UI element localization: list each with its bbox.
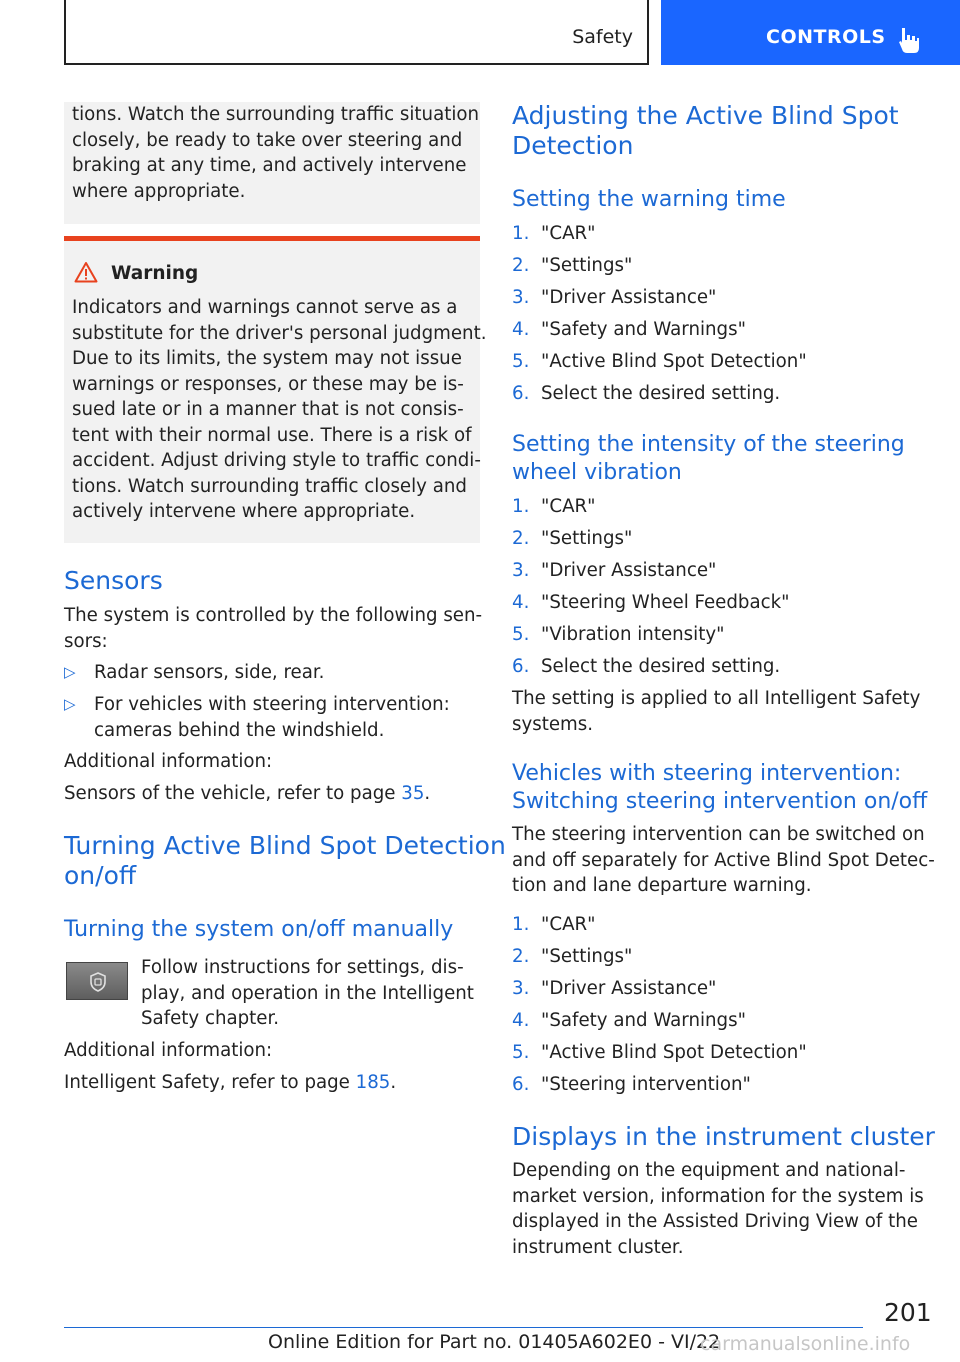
intensity-heading-line: wheel vibration <box>512 460 682 485</box>
bullet-text: cameras behind the windshield. <box>94 719 385 741</box>
list-item <box>512 944 932 976</box>
warning-line: Due to its limits, the system may not issue <box>72 348 462 369</box>
list-item <box>512 317 932 349</box>
step-text: Select the desired setting. <box>541 383 781 404</box>
bullet-text: Radar sensors, side, rear. <box>94 662 325 683</box>
step-text: "CAR" <box>541 496 596 517</box>
step-number: 6. <box>512 1074 530 1095</box>
list-item <box>512 221 932 253</box>
list-item <box>512 558 932 590</box>
step-number: 1. <box>512 496 530 517</box>
turning-heading <box>64 831 506 891</box>
warning-line: Indicators and warnings cannot serve as a <box>72 297 458 318</box>
warning-time-steps <box>512 221 932 413</box>
displays-line: market version, information for the system is <box>512 1185 924 1207</box>
list-item <box>512 381 932 413</box>
warning-title: Warning <box>111 263 199 284</box>
warning-line: warnings or responses, or these may be is- <box>72 373 464 395</box>
header-chapter-title: CONTROLS <box>766 26 886 48</box>
step-number: 2. <box>512 255 530 276</box>
sensors-intro: The system is controlled by the following sen- <box>64 605 483 626</box>
list-item <box>512 590 932 622</box>
cont-line: where appropriate. <box>72 180 246 202</box>
header-section-box <box>64 0 649 65</box>
displays-line: displayed in the Assisted Driving View of the <box>512 1211 918 1232</box>
intensity-note: systems. <box>512 713 594 735</box>
reference-end: . <box>390 1072 397 1093</box>
warning-line: substitute for the driver's personal judgment. <box>72 322 487 344</box>
step-text: "Steering Wheel Feedback" <box>541 592 790 613</box>
step-number: 3. <box>512 978 530 999</box>
displays-heading: Displays in the instrument cluster <box>512 1122 935 1151</box>
bullet-text-block <box>94 692 450 743</box>
turning-heading-line: Turning Active Blind Spot Detection <box>64 831 506 860</box>
header-section-title: Safety <box>572 26 633 48</box>
step-number: 4. <box>512 319 530 340</box>
triangle-bullet-icon: ▷ <box>64 663 76 681</box>
steering-intro: tion and lane departure warning. <box>512 875 812 896</box>
step-text: "Driver Assistance" <box>541 560 717 581</box>
step-number: 6. <box>512 383 530 404</box>
cont-line: closely, be ready to take over steering and <box>72 129 463 151</box>
step-number: 5. <box>512 1042 530 1063</box>
intensity-heading-line: Setting the intensity of the steering <box>512 432 905 457</box>
intelligent-safety-button-image <box>66 962 128 1000</box>
step-text: Select the desired setting. <box>541 656 781 677</box>
reference-end: . <box>424 783 431 804</box>
list-item <box>512 526 932 558</box>
list-item <box>64 660 480 692</box>
step-text: "CAR" <box>541 914 596 935</box>
list-item <box>512 349 932 381</box>
step-number: 4. <box>512 1010 530 1031</box>
button-instruction: play, and operation in the Intelligent <box>141 982 474 1004</box>
turning-reference <box>64 1070 396 1096</box>
page-link-35[interactable]: 35 <box>401 783 425 804</box>
list-item <box>64 692 480 750</box>
intensity-steps <box>512 494 932 686</box>
intensity-note: The setting is applied to all Intelligent Safety <box>512 688 921 709</box>
step-text: "Safety and Warnings" <box>541 319 746 340</box>
step-text: "Settings" <box>541 946 633 967</box>
step-number: 6. <box>512 656 530 677</box>
step-text: "Safety and Warnings" <box>541 1010 746 1031</box>
turning-additional: Additional information: <box>64 1040 273 1061</box>
triangle-bullet-icon: ▷ <box>64 695 76 713</box>
list-item <box>512 253 932 285</box>
page-number: 201 <box>884 1298 932 1327</box>
button-instruction: Follow instructions for settings, dis- <box>141 957 464 978</box>
warning-triangle-icon <box>74 261 98 283</box>
list-item <box>512 976 932 1008</box>
continued-warning-box <box>64 102 480 224</box>
step-text: "Driver Assistance" <box>541 978 717 999</box>
adjusting-heading <box>512 101 899 161</box>
warning-time-heading: Setting the warning time <box>512 187 786 212</box>
list-item <box>512 912 932 944</box>
step-text: "Settings" <box>541 528 633 549</box>
footer-rule <box>64 1327 863 1328</box>
intensity-heading <box>512 431 905 487</box>
adjusting-heading-line: Adjusting the Active Blind Spot <box>512 101 899 130</box>
cont-line: tions. Watch the surrounding traffic situation <box>72 104 480 125</box>
step-text: "Settings" <box>541 255 633 276</box>
watermark: carmanualsonline.info <box>700 1333 911 1355</box>
step-number: 1. <box>512 914 530 935</box>
list-item <box>512 285 932 317</box>
step-number: 5. <box>512 351 530 372</box>
step-number: 3. <box>512 287 530 308</box>
sensors-intro: sors: <box>64 630 108 652</box>
list-item <box>512 1040 932 1072</box>
pointing-hand-icon <box>897 26 921 54</box>
steering-steps <box>512 912 932 1104</box>
step-text: "Vibration intensity" <box>541 624 725 645</box>
steering-heading-line: Vehicles with steering intervention: <box>512 761 902 786</box>
step-text: "Driver Assistance" <box>541 287 717 308</box>
steering-intro: and off separately for Active Blind Spot Detec- <box>512 849 935 871</box>
list-item <box>512 1008 932 1040</box>
steering-heading <box>512 760 927 816</box>
header-chapter-tab[interactable] <box>661 0 960 65</box>
list-item <box>512 1072 932 1104</box>
step-text: "Steering intervention" <box>541 1074 751 1095</box>
displays-line: Depending on the equipment and national- <box>512 1160 906 1181</box>
warning-line: tent with their normal use. There is a risk of <box>72 424 472 446</box>
displays-line: instrument cluster. <box>512 1236 684 1258</box>
shield-car-icon <box>90 972 106 992</box>
cont-line: braking at any time, and actively intervene <box>72 155 467 176</box>
button-instruction: Safety chapter. <box>141 1008 280 1029</box>
sensors-heading: Sensors <box>64 566 163 595</box>
step-text: "Active Blind Spot Detection" <box>541 351 807 372</box>
reference-text: Intelligent Safety, refer to page <box>64 1072 356 1093</box>
warning-line: sued late or in a manner that is not consis- <box>72 399 464 420</box>
sensors-list <box>64 660 480 750</box>
footer-edition: Online Edition for Part no. 01405A602E0 - VI/22 <box>268 1331 721 1353</box>
step-number: 1. <box>512 223 530 244</box>
warning-line: tions. Watch surrounding traffic closely and <box>72 475 467 497</box>
sensors-additional: Additional information: <box>64 751 273 772</box>
steering-heading-line: Switching steering intervention on/off <box>512 789 928 814</box>
adjusting-heading-line: Detection <box>512 131 634 160</box>
list-item <box>512 622 932 654</box>
step-number: 4. <box>512 592 530 613</box>
warning-box <box>64 241 487 543</box>
sensors-reference <box>64 781 430 807</box>
warning-line: accident. Adjust driving style to traffic condi- <box>72 450 481 471</box>
manual-subheading: Turning the system on/off manually <box>64 917 454 942</box>
step-number: 5. <box>512 624 530 645</box>
page-link-185[interactable]: 185 <box>355 1072 391 1093</box>
step-number: 2. <box>512 528 530 549</box>
steering-intro: The steering intervention can be switched on <box>512 824 925 845</box>
list-item <box>512 494 932 526</box>
turning-heading-line: on/off <box>64 861 137 890</box>
bullet-text: For vehicles with steering intervention: <box>94 694 450 715</box>
reference-text: Sensors of the vehicle, refer to page <box>64 783 402 804</box>
step-text: "CAR" <box>541 223 596 244</box>
warning-line: actively intervene where appropriate. <box>72 501 416 522</box>
step-number: 3. <box>512 560 530 581</box>
list-item <box>512 654 932 686</box>
step-text: "Active Blind Spot Detection" <box>541 1042 807 1063</box>
step-number: 2. <box>512 946 530 967</box>
